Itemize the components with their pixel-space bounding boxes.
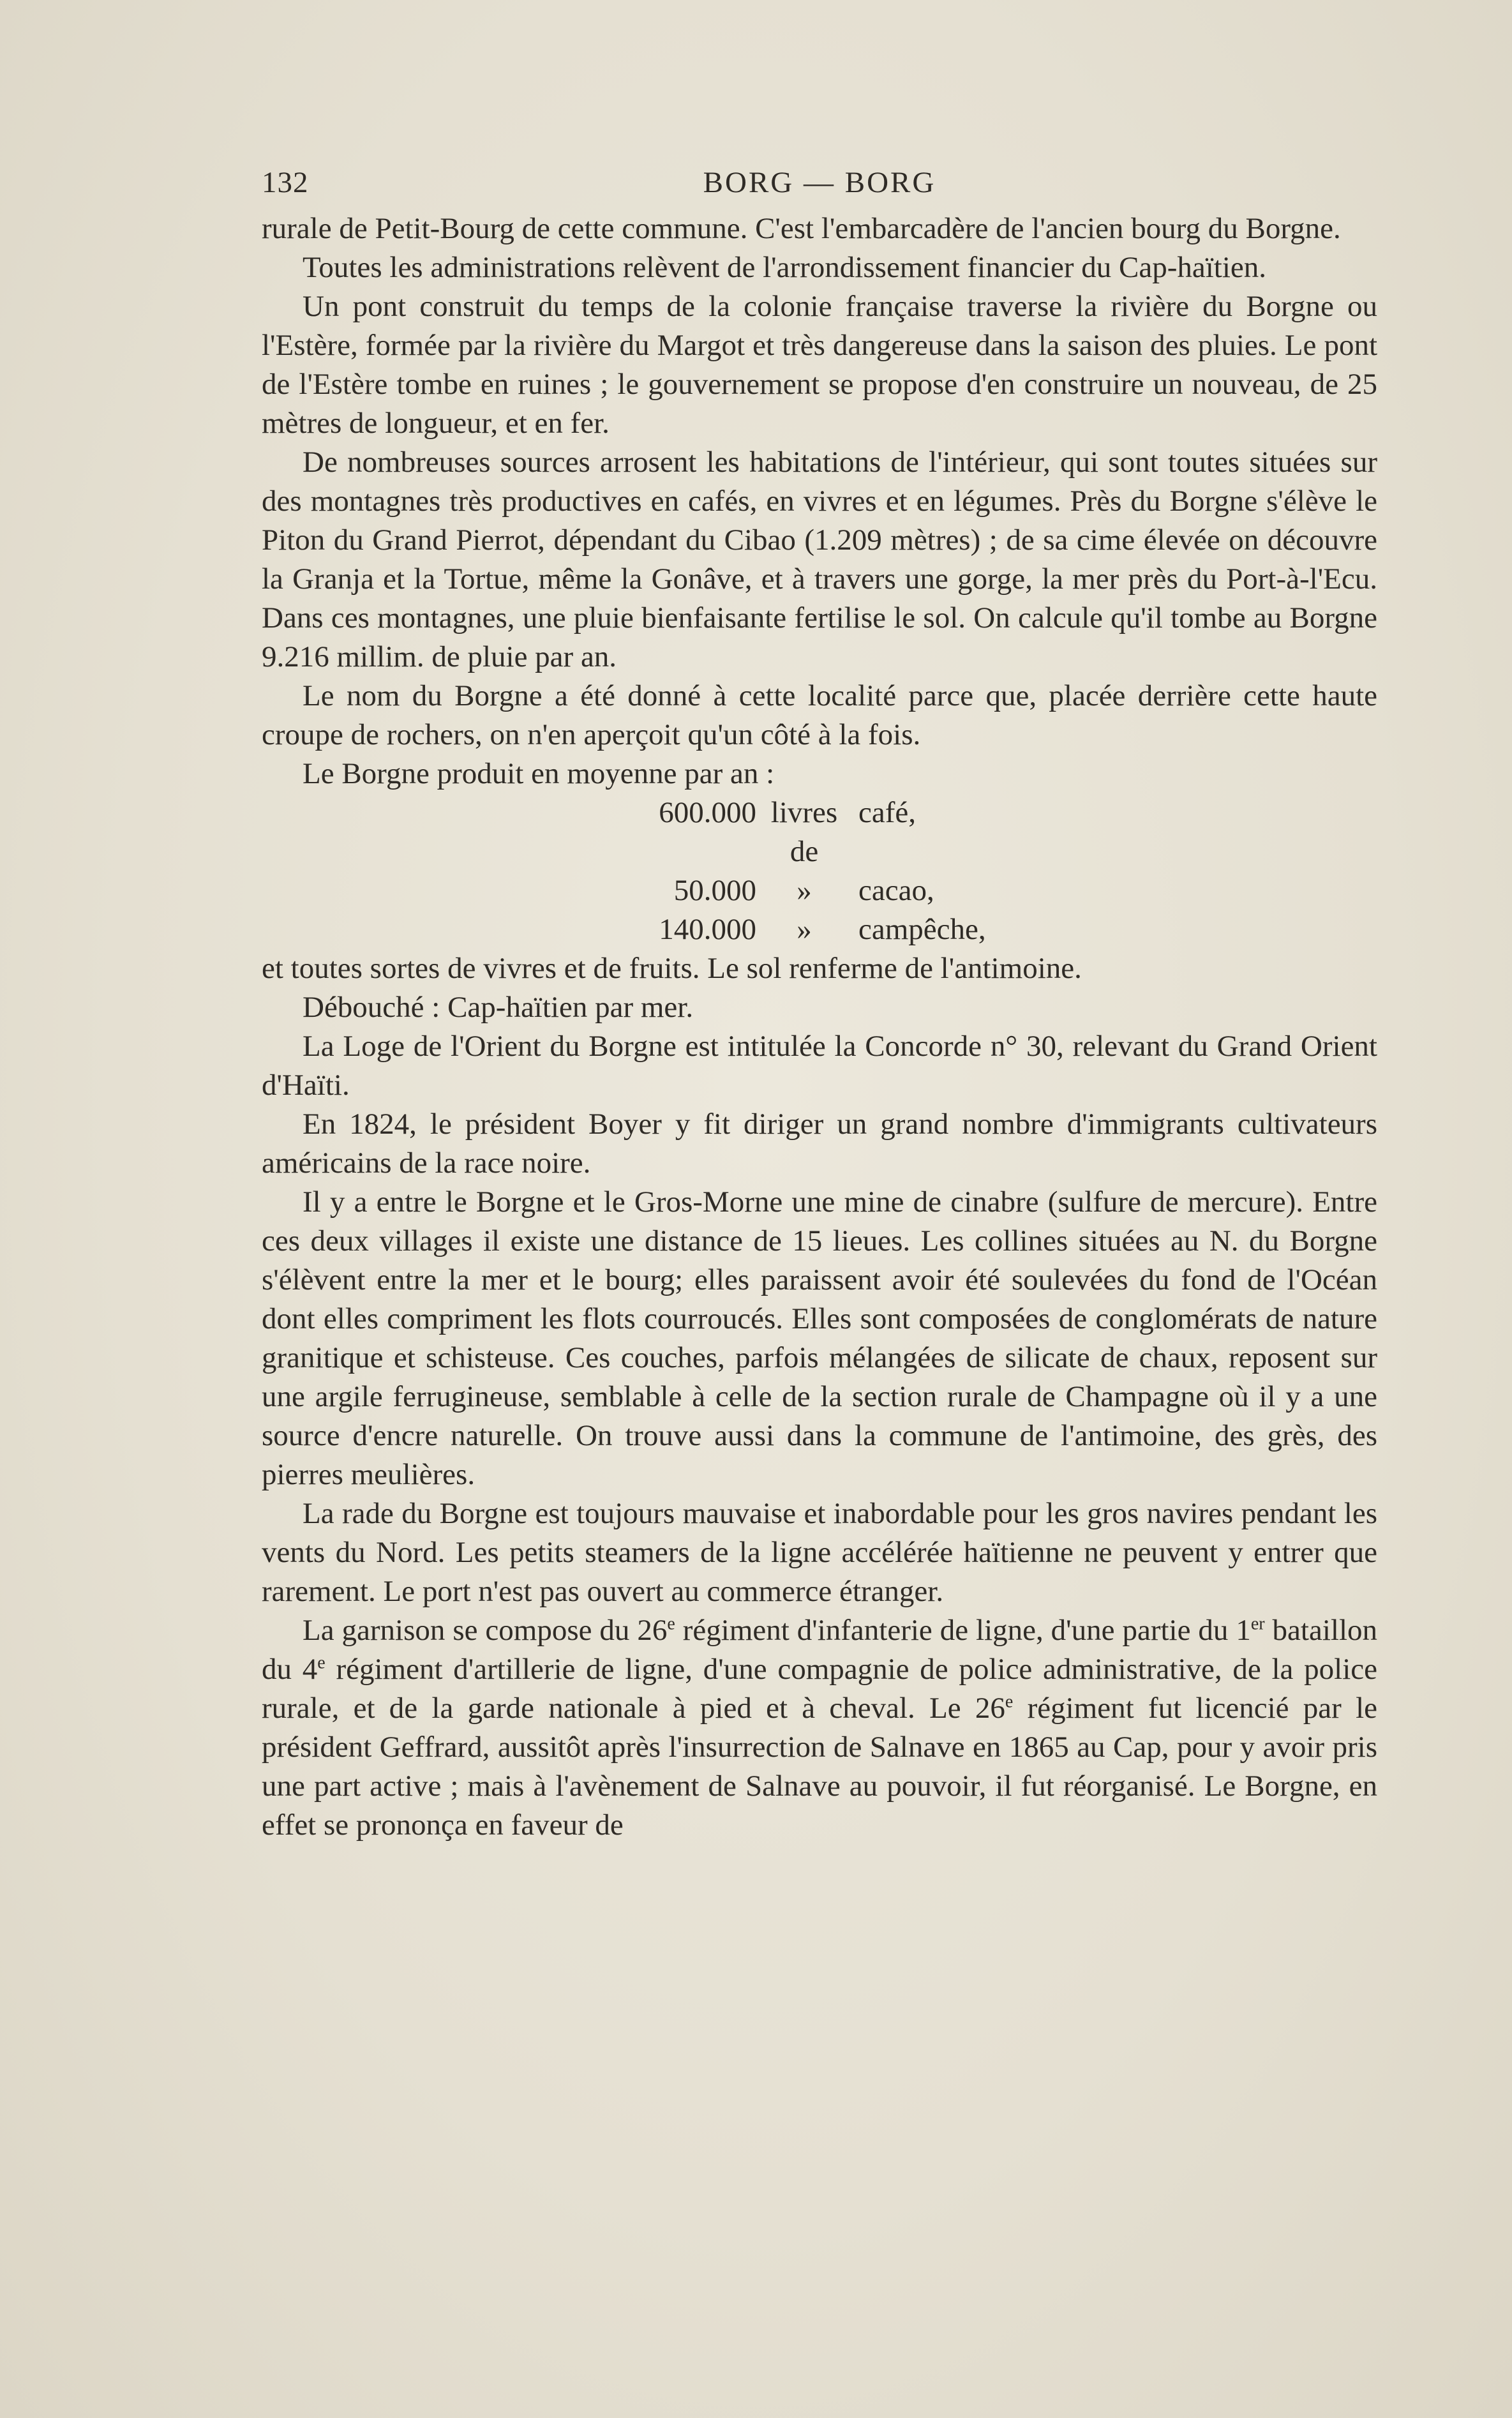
- ordinal-suffix: e: [1005, 1692, 1014, 1712]
- paragraph-production-outro: et toutes sortes de vivres et de fruits. Le sol renferme de l'antimoine.: [262, 952, 1082, 985]
- paragraph-sources: De nombreuses sources arrosent les habitations de l'intérieur, qui sont toutes situées sur des montagnes très productives en cafés, en vivres et en légumes. Près du Borgne s'élève le Piton du Grand Pierrot, dépendant du Cibao (1.209 mètres) ; de sa cime élevée on découvre la Granja et la Tortue, même la Gonâve, et à travers une gorge, la mer près du Port-à-l'Ecu. Dans ces montagnes, une pluie bienfaisante fertilise le sol. On calcule qu'il tombe au Borgne 9.216 millim. de pluie par an.: [262, 446, 1377, 673]
- production-quantity: 140.000: [659, 913, 756, 946]
- production-quantity: 50.000: [673, 874, 756, 907]
- ordinal-suffix: e: [667, 1614, 675, 1634]
- ordinal-suffix: e: [317, 1653, 326, 1673]
- production-table: [629, 793, 1377, 949]
- garrison-text: régiment d'artillerie de ligne, d'une compagnie de police administrative, de la police rurale, et de la garde nationale à pied et à cheval. Le 26: [262, 1653, 1378, 1725]
- garrison-text: régiment fut licencié par le président Geffrard, aussitôt après l'insurrection de Salnave en 1865 au Cap, pour y avoir pris une part active ; mais à l'avènement de Salnave au pouvoir, il fut réorganisé. Le Borgne, en effet se prononça en faveur de: [262, 1692, 1377, 1842]
- running-title: BORG — BORG: [703, 166, 936, 199]
- garrison-text: régiment d'infanterie de ligne, d'une partie du 1: [675, 1614, 1251, 1647]
- paragraph-outlet: Débouché : Cap-haïtien par mer.: [303, 991, 694, 1024]
- paragraph-continuation: rurale de Petit-Bourg de cette commune. C'est l'embarcadère de l'ancien bourg du Borgne.: [262, 212, 1341, 245]
- production-ditto-mark: »: [797, 874, 812, 907]
- page-header: [262, 163, 1377, 209]
- ordinal-suffix: er: [1250, 1614, 1265, 1634]
- paragraph-administrations: Toutes les administrations relèvent de l'arrondissement financier du Cap-haïtien.: [303, 251, 1267, 284]
- paragraph-production-intro: Le Borgne produit en moyenne par an :: [303, 757, 775, 790]
- page-content: [262, 163, 1377, 1845]
- paragraph-garrison: [262, 1611, 1377, 1845]
- garrison-text: bataillon du 4: [262, 1614, 1378, 1686]
- paragraph-bridge: Un pont construit du temps de la colonie française traverse la rivière du Borgne ou l'Estère, formée par la rivière du Margot et très dangereuse dans la saison des pluies. Le pont de l'Estère tombe en ruines ; le gouvernement se propose d'en construire un nouveau, de 25 mètres de longueur, et en fer.: [262, 290, 1377, 440]
- paragraph-name-origin: Le nom du Borgne a été donné à cette localité parce que, placée derrière cette haute croupe de rochers, on n'en aperçoit qu'un côté à la fois.: [262, 679, 1377, 751]
- paragraph-immigrants: En 1824, le président Boyer y fit diriger un grand nombre d'immigrants cultivateurs américains de la race noire.: [262, 1108, 1377, 1180]
- production-good: cacao,: [858, 874, 934, 907]
- paragraph-harbor: La rade du Borgne est toujours mauvaise et inabordable pour les gros navires pendant les vents du Nord. Les petits steamers de la ligne accélérée haïtienne ne peuvent y entrer que rarement. Le port n'est pas ouvert au commerce étranger.: [262, 1497, 1377, 1608]
- page-number: 132: [262, 166, 309, 199]
- paragraph-geology: Il y a entre le Borgne et le Gros-Morne une mine de cinabre (sulfure de mercure). Entre ces deux villages il existe une distance de 15 lieues. Les collines situées au N. du Borgne s'élèvent entre la mer et le bourg; elles paraissent avoir été soulevées du fond de l'Océan dont elles compriment les flots courroucés. Elles sont composées de conglomérats de nature granitique et schisteuse. Ces couches, parfois mélangées de silicate de chaux, reposent sur une argile ferrugineuse, semblable à celle de la section rurale de Champagne où il y a une source d'encre naturelle. On trouve aussi dans la commune de l'antimoine, des grès, des pierres meulières.: [262, 1185, 1377, 1491]
- production-quantity: 600.000: [659, 796, 756, 829]
- garrison-text: La garnison se compose du 26: [303, 1614, 668, 1647]
- production-unit: livres de: [770, 796, 838, 868]
- production-good: café,: [858, 796, 916, 829]
- production-good: campêche,: [858, 913, 986, 946]
- paragraph-lodge: La Loge de l'Orient du Borgne est intitulée la Concorde n° 30, relevant du Grand Orient d'Haïti.: [262, 1030, 1377, 1102]
- production-ditto-mark: »: [797, 913, 812, 946]
